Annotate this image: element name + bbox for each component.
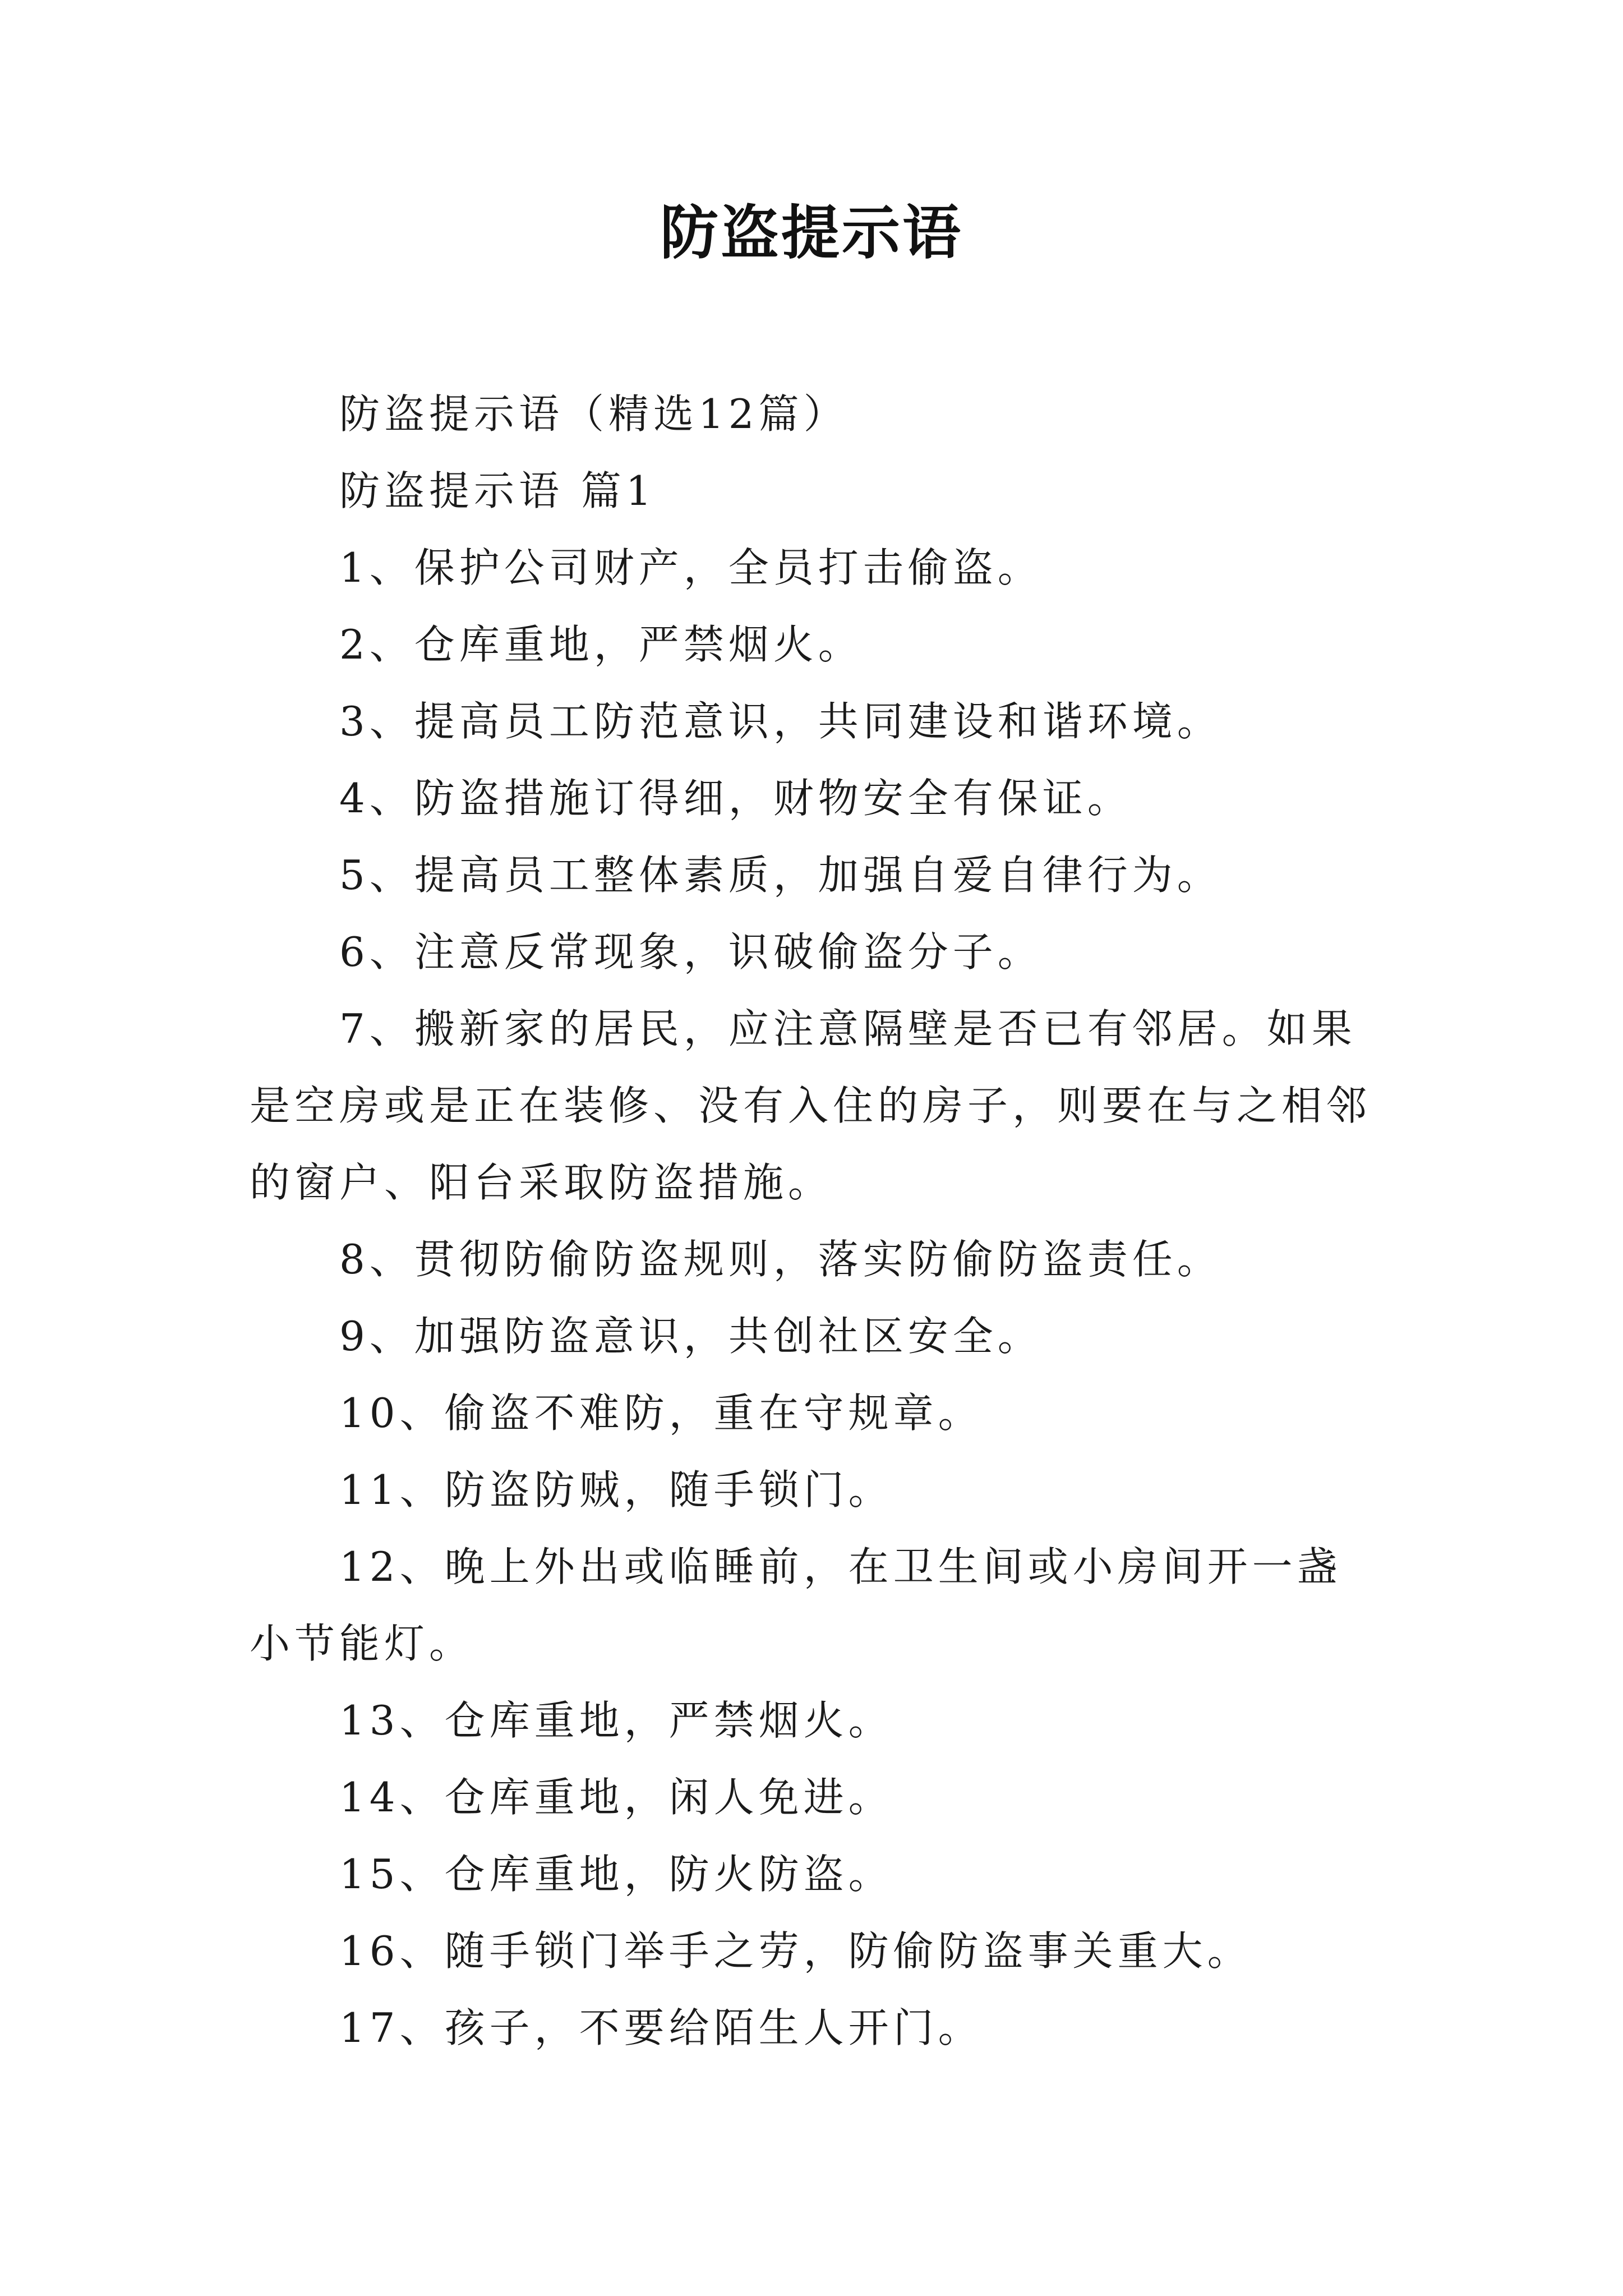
paragraph: 7、搬新家的居民，应注意隔壁是否已有邻居。如果是空房或是正在装修、没有入住的房子，则要在与之相邻的窗户、阳台采取防盗措施。 xyxy=(250,1005,1372,1206)
paragraph: 4、防盗措施订得细，财物安全有保证。 xyxy=(339,775,1132,822)
paragraph: 8、贯彻防偷防盗规则，落实防偷防盗责任。 xyxy=(339,1236,1222,1283)
paragraph: 10、偷盗不难防，重在守规章。 xyxy=(339,1389,983,1437)
paragraph: 防盗提示语（精选12篇） xyxy=(339,390,849,438)
paragraph: 16、随手锁门举手之劳，防偷防盗事关重大。 xyxy=(339,1927,1252,1975)
document-body xyxy=(250,376,1382,2067)
paragraph: 15、仓库重地，防火防盗。 xyxy=(339,1851,893,1898)
paragraph: 3、提高员工防范意识，共同建设和谐环境。 xyxy=(339,698,1222,745)
paragraph: 12、晚上外出或临睡前，在卫生间或小房间开一盏小节能灯。 xyxy=(250,1543,1342,1667)
paragraph: 1、保护公司财产，全员打击偷盗。 xyxy=(339,544,1043,591)
document-title: 防盗提示语 xyxy=(660,198,963,267)
paragraph: 14、仓库重地，闲人免进。 xyxy=(339,1774,893,1821)
paragraph: 防盗提示语 篇1 xyxy=(339,467,656,514)
paragraph: 5、提高员工整体素质，加强自爱自律行为。 xyxy=(339,852,1222,899)
paragraph: 13、仓库重地，严禁烟火。 xyxy=(339,1697,893,1744)
paragraph: 9、加强防盗意识，共创社区安全。 xyxy=(339,1313,1043,1360)
paragraph: 17、孩子，不要给陌生人开门。 xyxy=(339,2004,983,2051)
paragraph: 6、注意反常现象，识破偷盗分子。 xyxy=(339,928,1043,976)
paragraph: 2、仓库重地，严禁烟火。 xyxy=(339,621,863,668)
paragraph: 11、防盗防贼，随手锁门。 xyxy=(339,1466,893,1513)
